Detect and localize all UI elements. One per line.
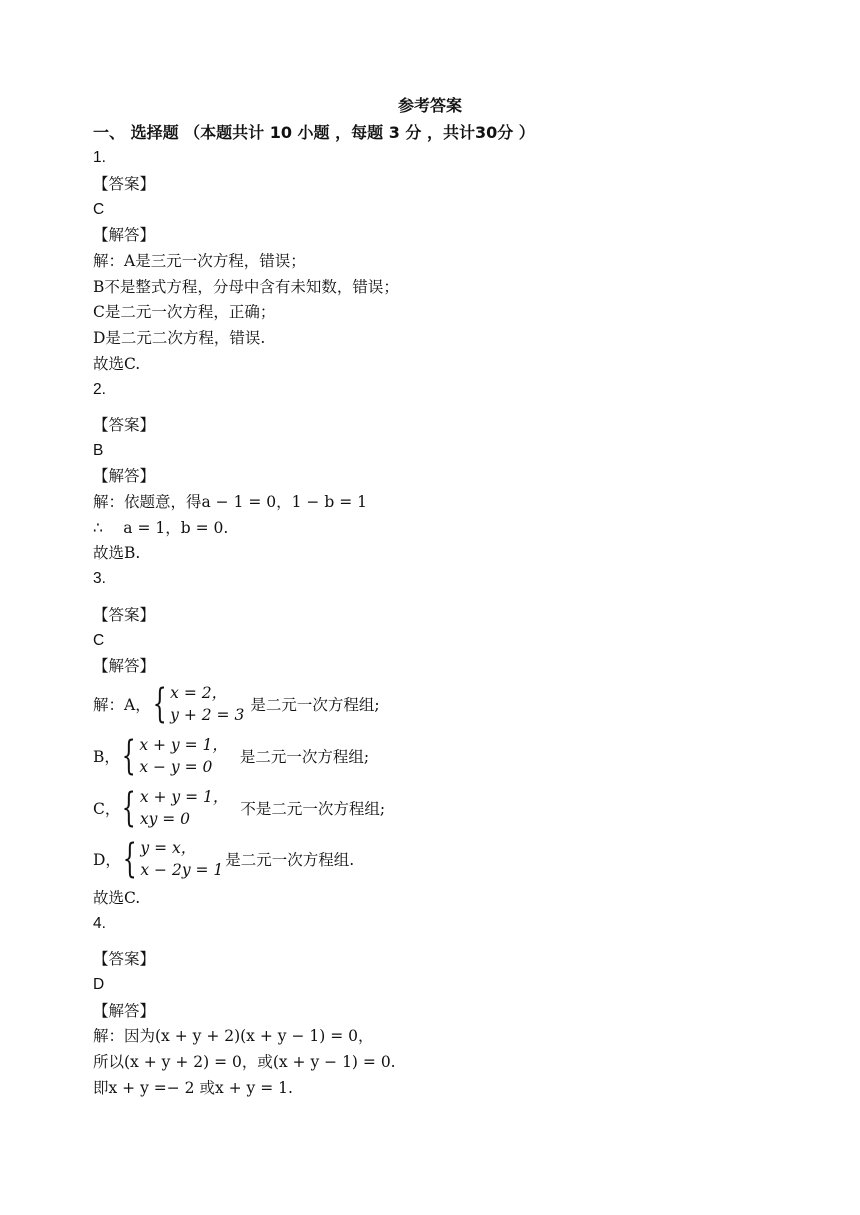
answer-value: C: [93, 632, 105, 649]
equation: x + y = 1，: [139, 788, 229, 806]
equation-system: [139, 734, 228, 778]
equation-system: [140, 786, 229, 830]
page-title: 参考答案: [397, 96, 462, 115]
option-suffix: 是二元一次方程组.: [225, 851, 355, 869]
equation: y + 2 = 3: [170, 706, 245, 724]
solution-line: 解：因为(x + y + 2)(x + y − 1) = 0，: [93, 1027, 374, 1045]
answer-value: C: [93, 201, 105, 218]
option-suffix: 不是二元一次方程组;: [240, 800, 386, 818]
answer-label: 【答案】: [93, 950, 156, 968]
solution-label: 【解答】: [93, 657, 156, 675]
answer-label: 【答案】: [93, 416, 156, 434]
answer-value: B: [93, 442, 104, 459]
equation: y = x，: [140, 839, 197, 857]
solution-line: C是二元一次方程，正确；: [93, 303, 276, 321]
equation-system: [140, 837, 223, 881]
equation: x + y = 1，: [139, 736, 228, 754]
equation-system: [170, 682, 244, 726]
equation-system-option-b: [93, 734, 369, 778]
equation: x − 2y = 1: [140, 861, 224, 879]
equation-system-option-c: [93, 786, 385, 830]
option-prefix: B，: [93, 748, 120, 766]
option-prefix: C，: [93, 800, 121, 818]
solution-line: ∴ a = 1，b = 0.: [93, 519, 229, 537]
solution-line: 故选C.: [93, 889, 141, 907]
section-header: 一、 选择题 （本题共计 10 小题 ，每题 3 分 ，共计30分 ）: [93, 123, 535, 142]
option-prefix: D，: [93, 851, 121, 869]
equation: x = 2，: [170, 684, 228, 702]
solution-label: 【解答】: [93, 467, 156, 485]
equation-system-option-d: [93, 837, 354, 881]
left-brace: {: [122, 785, 137, 831]
solution-line: 故选C.: [93, 355, 141, 373]
solution-line: D是二元二次方程，错误.: [93, 329, 266, 347]
option-suffix: 是二元一次方程组;: [250, 696, 380, 714]
equation-system-option-a: [93, 682, 380, 726]
solution-line: 解：依题意，得a − 1 = 0，1 − b = 1: [93, 493, 367, 511]
left-brace: {: [122, 836, 137, 882]
answer-value: D: [93, 976, 105, 993]
equation: x − y = 0: [139, 758, 213, 776]
solution-line: 即x + y =− 2 或x + y = 1.: [93, 1079, 293, 1097]
answer-label: 【答案】: [93, 606, 156, 624]
question-3-number: 3.: [93, 570, 106, 587]
question-1-number: 1.: [93, 149, 106, 166]
solution-line: B不是整式方程，分母中含有未知数，错误；: [93, 278, 399, 296]
question-2-number: 2.: [93, 381, 106, 398]
left-brace: {: [152, 681, 167, 727]
solution-line: 解：A是三元一次方程，错误；: [93, 252, 306, 270]
answer-label: 【答案】: [93, 175, 156, 193]
solution-line: 故选B.: [93, 544, 141, 562]
question-4-number: 4.: [93, 915, 106, 932]
solution-label: 【解答】: [93, 226, 156, 244]
option-prefix: 解：A，: [93, 696, 151, 714]
option-suffix: 是二元一次方程组;: [239, 748, 370, 766]
left-brace: {: [121, 733, 136, 779]
solution-line: 所以(x + y + 2) = 0，或(x + y − 1) = 0.: [93, 1053, 396, 1071]
solution-label: 【解答】: [93, 1002, 156, 1020]
equation: xy = 0: [139, 810, 191, 828]
